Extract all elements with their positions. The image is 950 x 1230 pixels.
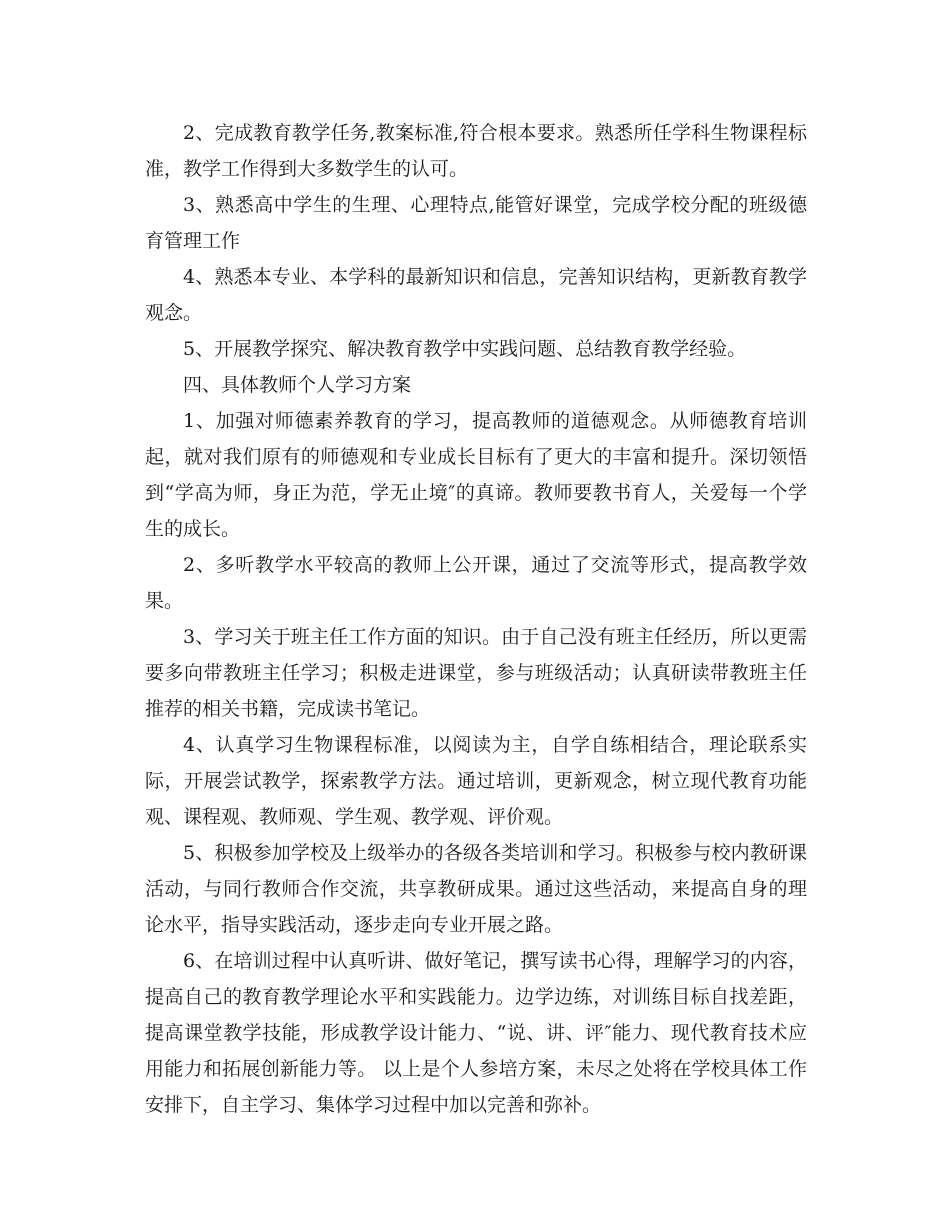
paragraph-plan-1: 1、加强对师德素养教育的学习，提高教师的道德观念。从师德教育培训起，就对我们原有的师德观和专业成长目标有了更大的丰富和提升。深切领悟到“学高为师，身正为范，学无止境″的真谛。教师要教书育人，关爱每一个学生的成长。 (145, 410, 807, 540)
paragraph-plan-5: 5、积极参加学校及上级举办的各级各类培训和学习。积极参与校内教研课活动，与同行教师合作交流，共享教研成果。通过这些活动，来提高自身的理论水平，指导实践活动，逐步走向专业开展之路。 (145, 842, 807, 936)
paragraph-plan-4: 4、认真学习生物课程标准，以阅读为主，自学自练相结合，理论联系实际，开展尝试教学，探索教学方法。通过培训，更新观念，树立现代教育功能观、课程观、教师观、学生观、教学观、评价观。 (145, 734, 807, 828)
paragraph-goal-3: 3、熟悉高中学生的生理、心理特点,能管好课堂，完成学校分配的班级德育管理工作 (145, 194, 807, 252)
paragraph-goal-5: 5、开展教学探究、解决教育教学中实践问题、总结教育教学经验。 (183, 338, 747, 360)
section-heading-4: 四、具体教师个人学习方案 (183, 374, 412, 396)
paragraph-plan-2: 2、多听教学水平较高的教师上公开课，通过了交流等形式，提高教学效果。 (145, 554, 807, 612)
paragraph-goal-4: 4、熟悉本专业、本学科的最新知识和信息，完善知识结构，更新教育教学观念。 (145, 266, 807, 324)
paragraph-plan-3: 3、学习关于班主任工作方面的知识。由于自己没有班主任经历，所以更需要多向带教班主任学习；积极走进课堂，参与班级活动；认真研读带教班主任推荐的相关书籍，完成读书笔记。 (145, 626, 807, 720)
document-body (145, 115, 807, 1123)
paragraph-goal-2: 2、完成教育教学任务,教案标准,符合根本要求。熟悉所任学科生物课程标准，教学工作得到大多数学生的认可。 (145, 122, 807, 180)
paragraph-plan-6: 6、在培训过程中认真听讲、做好笔记，撰写读书心得，理解学习的内容，提高自己的教育教学理论水平和实践能力。边学边练，对训练目标自找差距，提高课堂教学技能，形成教学设计能力、“说、讲、评″能力、现代教育技术应用能力和拓展创新能力等。 以上是个人参培方案，未尽之处将在学校具体工作安排下，自主学习、集体学习过程中加以完善和弥补。 (145, 950, 807, 1116)
